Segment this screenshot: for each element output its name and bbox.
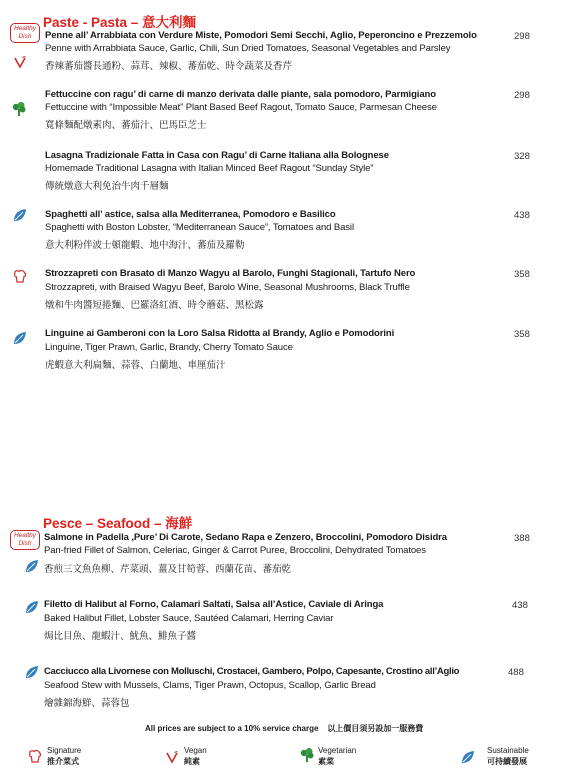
menu-item-price: 438: [512, 600, 528, 611]
menu-item-chinese: 香煎三文魚魚柳、芹菜頭、薑及甘筍蓉、西蘭花苗、蕃茄乾: [44, 564, 292, 575]
menu-item-price: 328: [514, 151, 530, 162]
menu-item-chinese: 燴雜錦海鮮、蒜蓉包: [44, 698, 130, 709]
menu-item-italian: Linguine ai Gamberoni con la Loro Salsa Ridotta al Brandy, Aglio e Pomodorini: [45, 328, 395, 339]
vegetarian-icon: [11, 101, 27, 117]
legend-label-zh: 純素: [184, 757, 200, 766]
legend-label-en: Vegetarian: [318, 746, 357, 755]
menu-item-chinese: 寬條麵配燉素肉、蕃茄汁、巴馬臣芝士: [45, 120, 207, 131]
signature-icon: [27, 748, 43, 764]
badge-line-1: Healthy: [13, 532, 37, 539]
menu-item-chinese: 傳統燉意大利免治牛肉千層麵: [45, 181, 169, 192]
menu-item-italian: Salmone in Padella ,Pure’ Di Carote, Sedano Rapa e Zenzero, Broccolini, Pomodoro Disidra: [44, 532, 447, 543]
menu-item-chinese: 香辣蕃茄醬長通粉、蒜茸、辣椒、蕃茄乾、時令蔬菜及香芹: [45, 61, 293, 72]
menu-item-italian: Spaghetti all’ astice, salsa alla Mediterranea, Pomodoro e Basilico: [45, 209, 336, 220]
legend-label-en: Sustainable: [487, 746, 529, 755]
legend-label-zh: 可持續發展: [487, 757, 527, 766]
menu-item-italian: Fettuccine con ragu’ di carne di manzo derivata dalle piante, sala pomodoro, Parmigiano: [45, 89, 436, 100]
legend-label-zh: 素菜: [318, 757, 334, 766]
menu-item-price: 358: [514, 329, 530, 340]
badge-line-2: Dish: [18, 540, 32, 547]
menu-item-english: Penne with Arrabbiata Sauce, Garlic, Chili, Sun Dried Tomatoes, Seasonal Vegetables and Parsley: [45, 43, 451, 54]
menu-item-chinese: 焗比目魚、龍蝦汁、魷魚、鯡魚子醬: [44, 631, 197, 642]
vegetarian-icon: [299, 747, 315, 763]
badge-line-1: Healthy: [13, 25, 37, 32]
signature-icon: [12, 268, 28, 284]
healthy-dish-badge: [10, 530, 40, 550]
menu-item-price: 298: [514, 90, 530, 101]
pasta-section-title: Paste - Pasta – 意大利麵: [43, 15, 197, 30]
legend-vegan: [184, 745, 207, 767]
menu-item-chinese: 燉和牛肉醬短捲麵、巴羅洛紅酒、時令蘑菇、黑松露: [45, 300, 264, 311]
menu-item-price: 298: [514, 31, 530, 42]
menu-item-chinese: 虎蝦意大利扁麵、蒜蓉、白蘭地、車厘茄汁: [45, 360, 226, 371]
sustainable-icon: [25, 559, 39, 573]
legend-sustainable: [487, 745, 529, 767]
sustainable-icon: [25, 600, 39, 614]
menu-item-english: Homemade Traditional Lasagna with Italian Minced Beef Ragout “Sunday Style”: [45, 163, 374, 174]
menu-item-price: 438: [514, 210, 530, 221]
service-charge-note: All prices are subject to a 10% service charge 以上價目須另設加一服務費: [145, 724, 424, 733]
menu-item-italian: Strozzapreti con Brasato di Manzo Wagyu al Barolo, Funghi Stagionali, Tartufo Nero: [45, 268, 416, 279]
menu-item-english: Baked Halibut Fillet, Lobster Sauce, Sautéed Calamari, Herring Caviar: [44, 613, 334, 624]
menu-item-english: Spaghetti with Boston Lobster, “Mediterranean Sauce”, Tomatoes and Basil: [45, 222, 354, 233]
menu-item-price: 388: [514, 533, 530, 544]
sustainable-icon: [25, 665, 39, 679]
menu-item-italian: Penne all’ Arrabbiata con Verdure Miste, Pomodori Semi Secchi, Aglio, Peperoncino e Prezzemolo: [45, 30, 477, 41]
menu-item-english: Linguine, Tiger Prawn, Garlic, Brandy, Cherry Tomato Sauce: [45, 342, 293, 353]
menu-item-english: Seafood Stew with Mussels, Clams, Tiger Prawn, Octopus, Scallop, Garlic Bread: [44, 680, 376, 691]
legend-label-zh: 推介菜式: [47, 757, 79, 766]
menu-item-english: Strozzapreti, with Braised Wagyu Beef, Barolo Wine, Seasonal Mushrooms, Black Truffle: [45, 282, 410, 293]
sustainable-icon: [13, 331, 27, 345]
menu-item-price: 488: [508, 667, 524, 678]
menu-item-italian: Lasagna Tradizionale Fatta in Casa con Ragu’ di Carne Italiana alla Bolognese: [45, 150, 389, 161]
menu-item-italian: Cacciucco alla Livornese con Molluschi, Crostacei, Gambero, Polpo, Capesante, Crostino all’Aglio: [44, 666, 460, 677]
vegan-icon: [13, 55, 27, 69]
legend-label-en: Signature: [47, 746, 82, 755]
legend-signature: [47, 745, 81, 767]
badge-line-2: Dish: [18, 33, 32, 40]
menu-item-price: 358: [514, 269, 530, 280]
vegan-icon: [165, 750, 179, 764]
healthy-dish-badge: [10, 23, 40, 43]
sustainable-icon: [461, 750, 475, 764]
seafood-section-title: Pesce – Seafood – 海鮮: [43, 516, 193, 531]
menu-item-italian: Filetto di Halibut al Forno, Calamari Saltati, Salsa all’Astice, Caviale di Aringa: [44, 599, 384, 610]
sustainable-icon: [13, 208, 27, 222]
menu-item-english: Pan-fried Fillet of Salmon, Celeriac, Ginger & Carrot Puree, Broccolini, Dehydrated Tomatoes: [44, 545, 426, 556]
legend-label-en: Vegan: [184, 746, 207, 755]
menu-item-chinese: 意大利粉伴波士頓龍蝦、地中海汁、蕃茄及羅勒: [45, 240, 245, 251]
menu-item-english: Fettuccine with “Impossible Meat” Plant Based Beef Ragout, Tomato Sauce, Parmesan Cheese: [45, 102, 437, 113]
legend-vegetarian: [318, 745, 356, 767]
